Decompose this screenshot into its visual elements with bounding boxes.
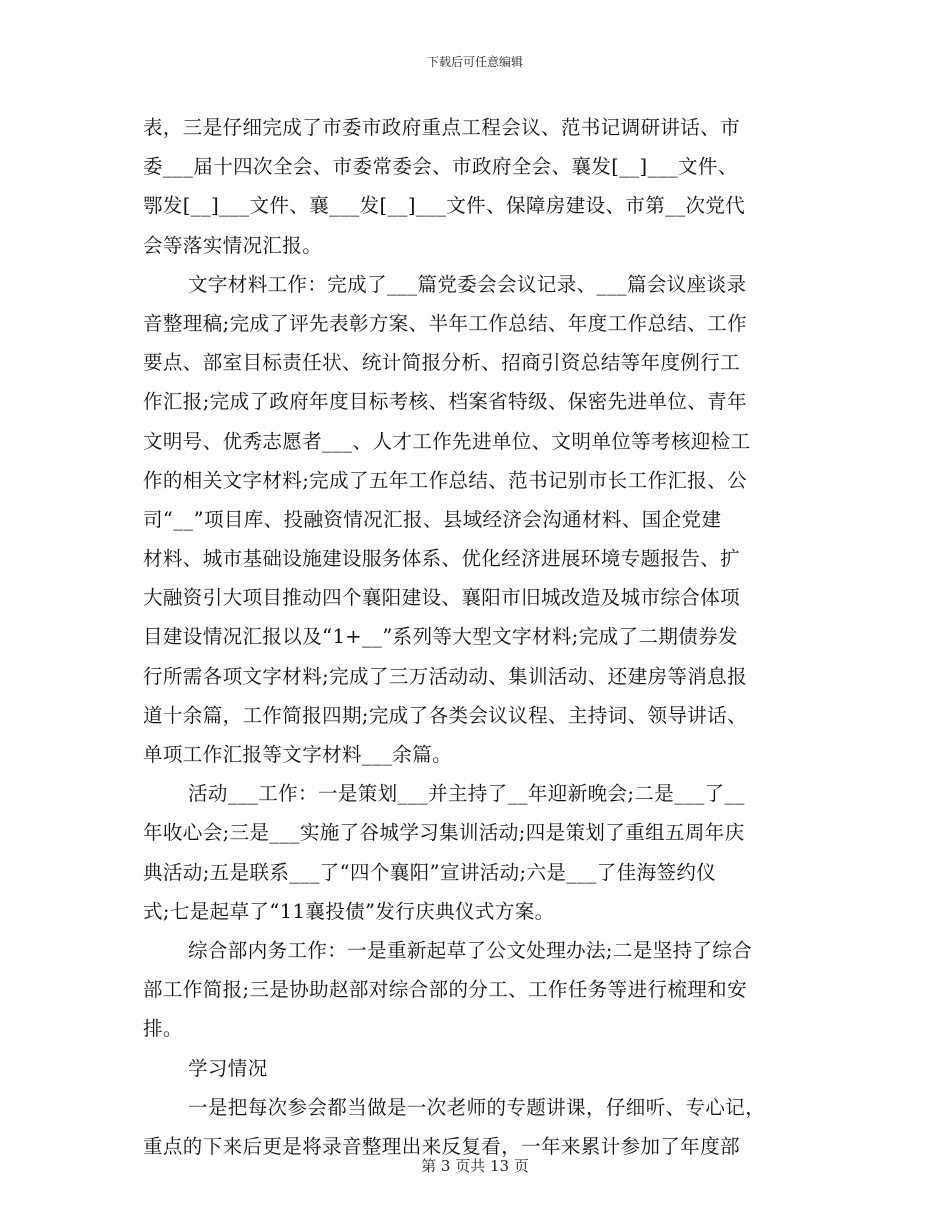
paragraph-first-line: 学习情况 xyxy=(188,1056,268,1080)
text-line: 会等落实情况汇报。 xyxy=(143,233,323,257)
text-line: 要点、部室目标责任状、统计简报分析、招商引资总结等年度例行工 xyxy=(143,351,741,375)
text-line: 目建设情况汇报以及“1+__”系列等大型文字材料;完成了二期债券发 xyxy=(143,625,738,649)
text-line: 行所需各项文字材料;完成了三万活动动、集训活动、还建房等消息报 xyxy=(143,664,747,688)
text-line: 大融资引大项目推动四个襄阳建设、襄阳市旧城改造及城市综合体项 xyxy=(143,586,741,610)
text-line: 鄂发[__]___文件、襄___发[__]___文件、保障房建设、市第__次党代 xyxy=(143,194,746,218)
text-line: 材料、城市基础设施建设服务体系、优化经济进展环境专题报告、扩 xyxy=(143,547,741,571)
text-line: 部工作简报;三是协助赵部对综合部的分工、工作任务等进行梳理和安 xyxy=(143,978,747,1002)
text-line: 作的相关文字材料;完成了五年工作总结、范书记别市长工作汇报、公 xyxy=(143,468,747,492)
text-line: 排。 xyxy=(143,1017,183,1041)
paragraph-first-line: 一是把每次参会都当做是一次老师的专题讲课，仔细听、专心记， xyxy=(188,1095,766,1119)
text-line: 年收心会;三是___实施了谷城学习集训活动;四是策划了重组五周年庆 xyxy=(143,821,745,845)
page-header: 下载后可任意编辑 xyxy=(426,55,523,69)
text-line: 重点的下来后更是将录音整理出来反复看，一年来累计参加了年度部 xyxy=(143,1134,741,1158)
text-line: 文明号、优秀志愿者___、人才工作先进单位、文明单位等考核迎检工 xyxy=(143,429,751,453)
text-line: 道十余篇，工作简报四期;完成了各类会议议程、主持词、领导讲话、 xyxy=(143,703,747,727)
text-line: 典活动;五是联系___了“四个襄阳”宣讲活动;六是___了佳海签约仪 xyxy=(143,860,717,884)
text-line: 委___届十四次全会、市委常委会、市政府全会、襄发[__]___文件、 xyxy=(143,155,738,179)
paragraph-first-line: 综合部内务工作：一是重新起草了公文处理办法;二是坚持了综合 xyxy=(188,938,753,962)
text-line: 作汇报;完成了政府年度目标考核、档案省特级、保密先进单位、青年 xyxy=(143,390,747,414)
text-line: 单项工作汇报等文字材料___余篇。 xyxy=(143,743,453,766)
text-line: 表，三是仔细完成了市委市政府重点工程会议、范书记调研讲话、市 xyxy=(143,116,741,139)
paragraph-first-line: 文字材料工作：完成了___篇党委会会议记录、___篇会议座谈录 xyxy=(188,272,747,296)
text-line: 音整理稿;完成了评先表彰方案、半年工作总结、年度工作总结、工作 xyxy=(143,311,747,335)
page-number-footer: 第 3 页共 13 页 xyxy=(421,1157,529,1175)
document-body xyxy=(143,112,813,1170)
text-line: 式;七是起草了“11襄投债”发行庆典仪式方案。 xyxy=(143,899,555,923)
paragraph-first-line: 活动___工作：一是策划___并主持了__年迎新晚会;二是___了__ xyxy=(188,782,745,806)
text-line: 司“__”项目库、投融资情况汇报、县域经济会沟通材料、国企党建 xyxy=(143,507,722,531)
